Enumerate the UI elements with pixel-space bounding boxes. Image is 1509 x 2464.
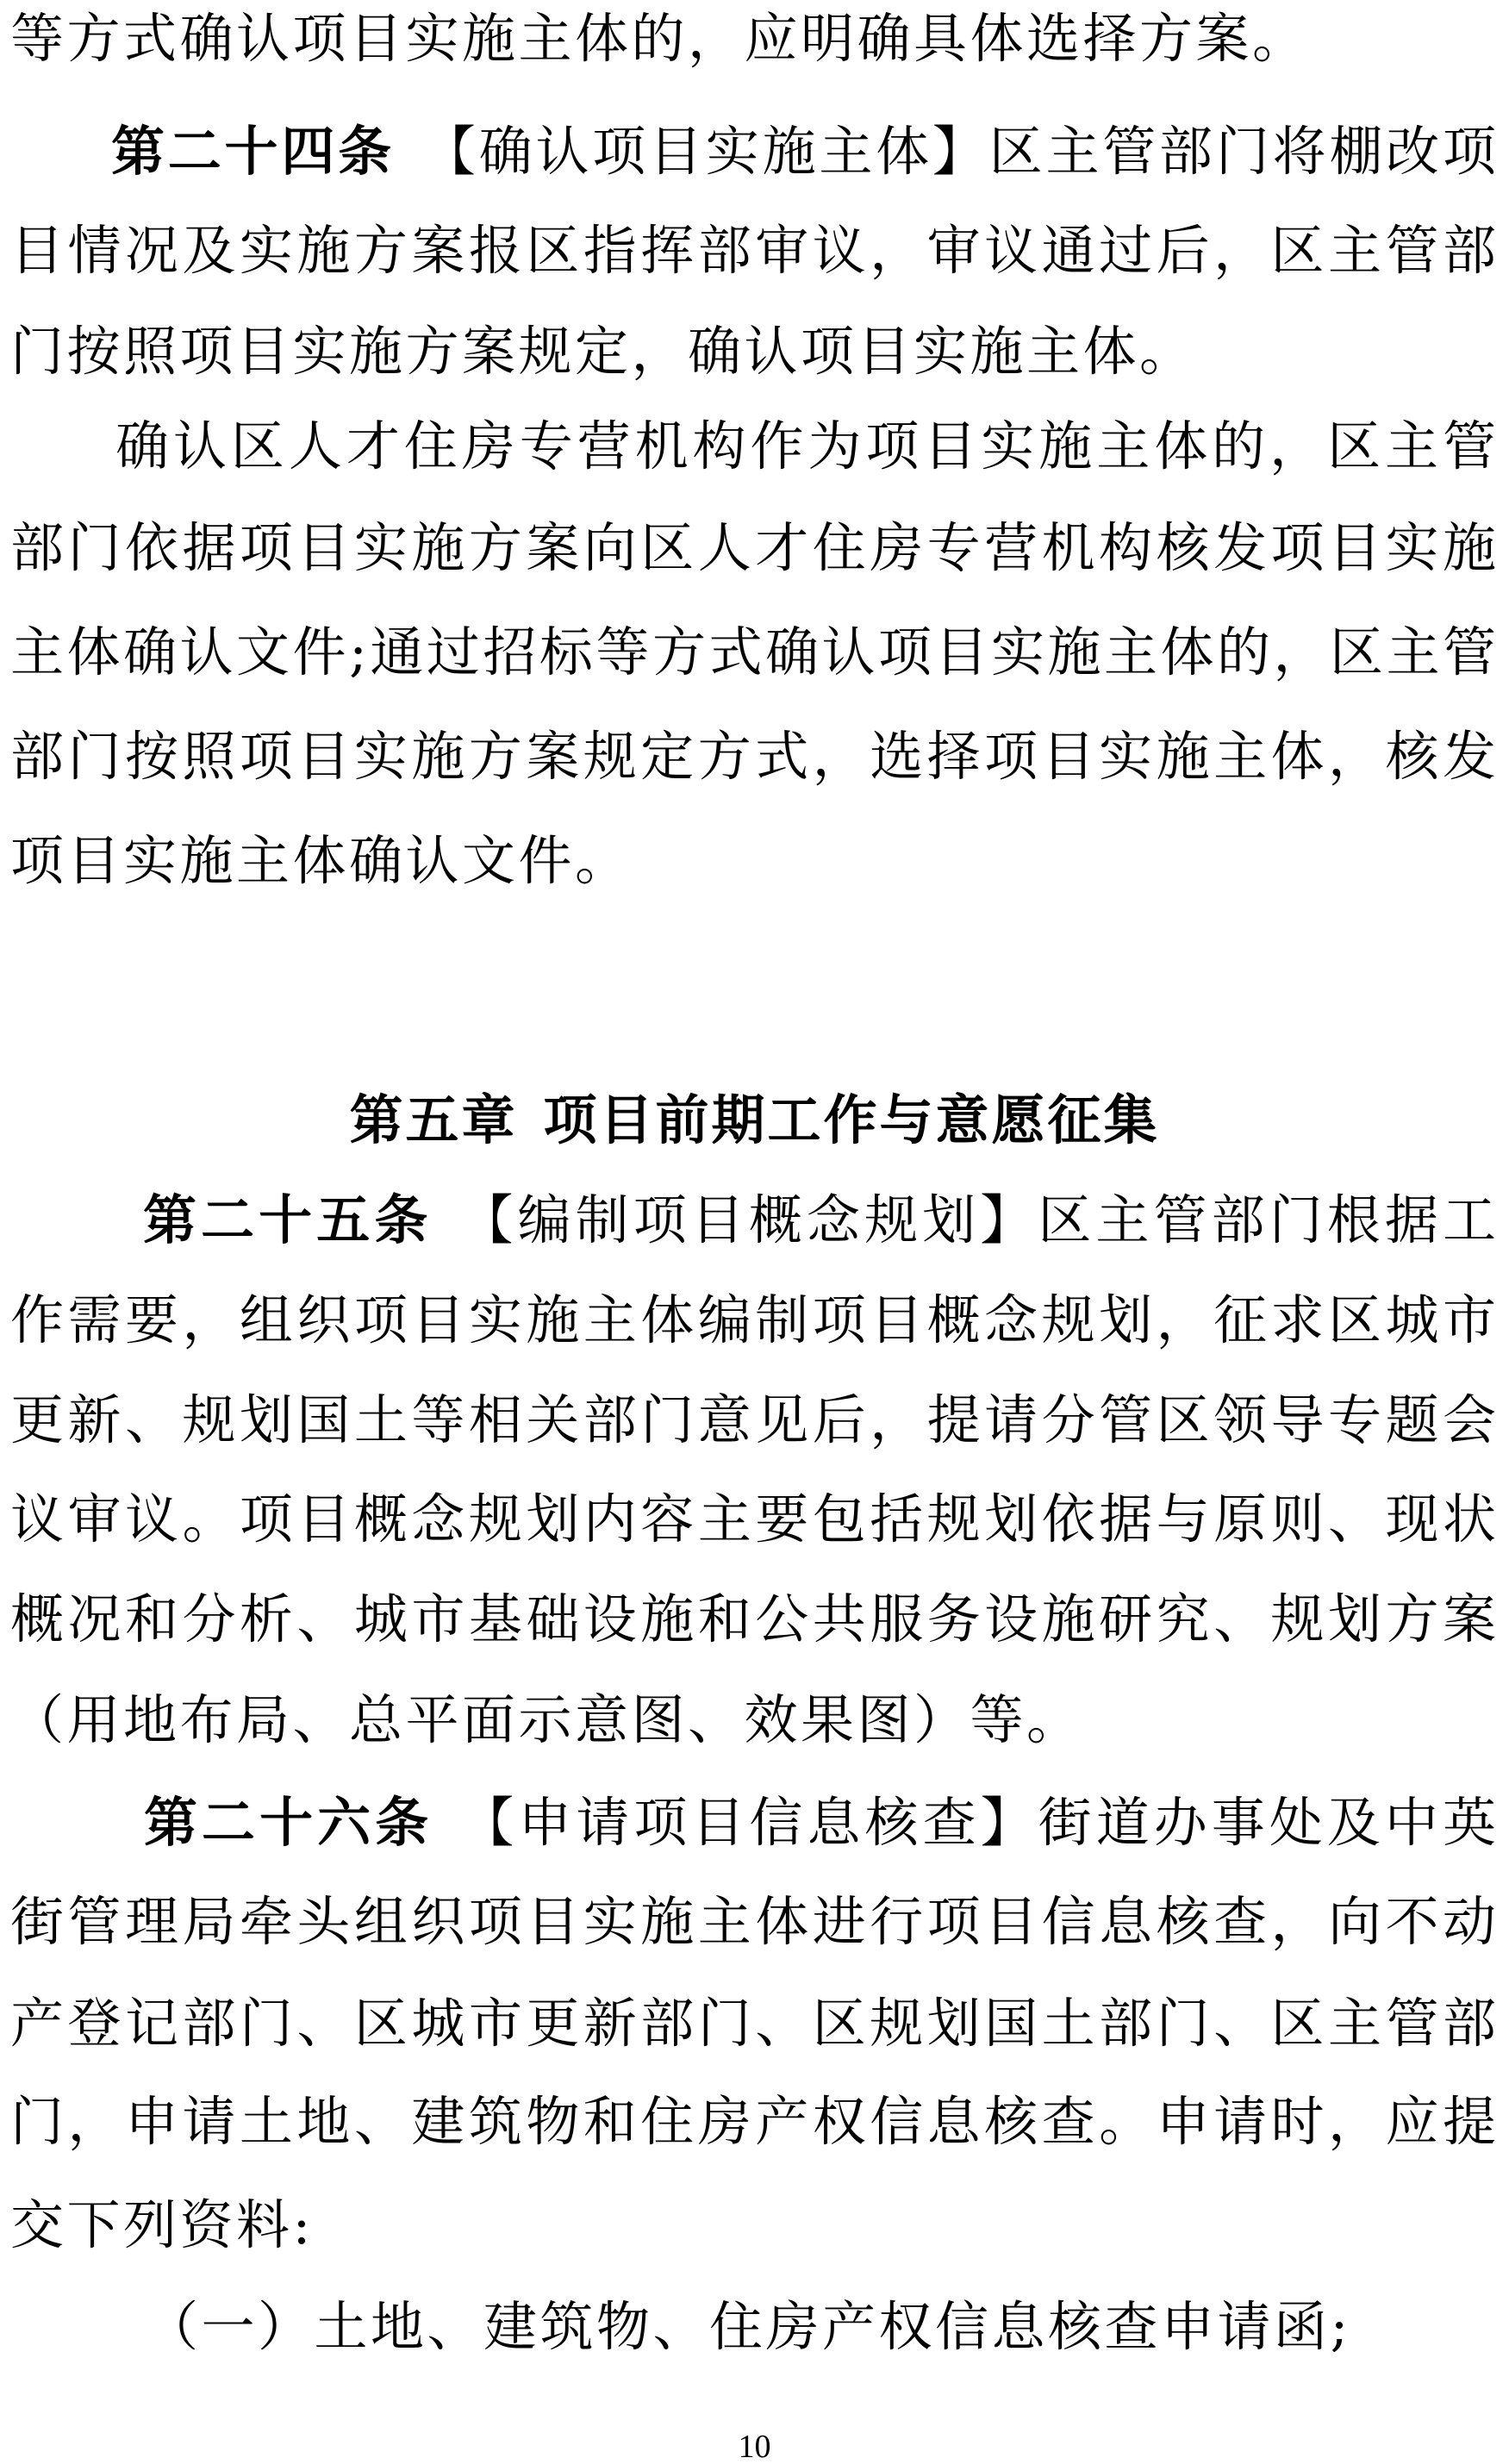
line-text: 目情况及实施方案报区指挥部审议，审议通过后，区主管部 (10, 219, 1496, 282)
article-26-line (10, 2072, 1496, 2172)
article-24-paragraph-2-line (10, 396, 1496, 496)
article-24-paragraph-2-line (10, 498, 1496, 598)
article-26-line (10, 2175, 1496, 2275)
article-26-list-item (10, 2277, 1496, 2377)
line-text: 街管理局牵头组织项目实施主体进行项目信息核查，向不动 (10, 1890, 1496, 1953)
line-text: 更新、规划国土等相关部门意见后，提请分管区领导专题会 (10, 1388, 1496, 1451)
line-text: 区主管部门根据工 (1038, 1188, 1496, 1251)
article-26-line (10, 1872, 1496, 1972)
line-text: 门按照项目实施方案规定，确认项目实施主体。 (10, 320, 1196, 383)
article-25-line (10, 1370, 1496, 1470)
article-title: 【编制项目概念规划】 (459, 1188, 1038, 1251)
article-24-heading-line (10, 102, 1496, 202)
page-number: 10 (738, 2429, 771, 2464)
article-25-line (10, 1469, 1496, 1569)
line-text: 确认区人才住房专营机构作为项目实施主体的，区主管 (115, 415, 1496, 477)
article-number: 第二十六条 (144, 1791, 433, 1854)
list-item-text: （一）土地、建筑物、住房产权信息核查申请函; (145, 2295, 1351, 2358)
article-number: 第二十四条 (111, 120, 395, 183)
article-24-line (10, 302, 1496, 402)
line-text: 产登记部门、区城市更新部门、区规划国土部门、区主管部 (10, 1992, 1496, 2055)
article-26-heading-line (10, 1773, 1496, 1873)
article-25-line (10, 1569, 1496, 1669)
line-text: 议审议。项目概念规划内容主要包括规划依据与原则、现状 (10, 1488, 1496, 1550)
line-text: 区主管部门将棚改项 (988, 120, 1496, 183)
line-text: 作需要，组织项目实施主体编制项目概念规划，征求区城市 (10, 1288, 1496, 1351)
line-text: 主体确认文件;通过招标等方式确认项目实施主体的，区主管 (10, 621, 1496, 683)
line-text: 概况和分析、城市基础设施和公共服务设施研究、规划方案 (10, 1588, 1496, 1650)
article-24-paragraph-2-line (10, 707, 1496, 807)
line-text: 等方式确认项目实施主体的，应明确具体选择方案。 (10, 7, 1309, 70)
line-text: 部门按照项目实施方案规定方式，选择项目实施主体，核发 (10, 725, 1496, 788)
continuation-line (10, 0, 1496, 89)
line-text: 部门依据项目实施方案向区人才住房专营机构核发项目实施 (10, 516, 1496, 579)
article-26-line (10, 1974, 1496, 2074)
article-25-line (10, 1270, 1496, 1370)
chapter-heading (0, 1070, 1509, 1170)
line-text: 门，申请土地、建筑物和住房产权信息核查。申请时，应提 (10, 2090, 1496, 2153)
article-25-line (10, 1670, 1496, 1770)
article-24-paragraph-2-line (10, 602, 1496, 702)
article-24-line (10, 201, 1496, 301)
article-number: 第二十五条 (143, 1188, 433, 1251)
article-25-heading-line (10, 1170, 1496, 1270)
article-title: 【确认项目实施主体】 (421, 120, 989, 183)
line-text: （用地布局、总平面示意图、效果图）等。 (10, 1688, 1083, 1751)
line-text: 街道办事处及中英 (1038, 1791, 1496, 1854)
line-text: 项目实施主体确认文件。 (10, 829, 632, 892)
chapter-title: 项目前期工作与意愿征集 (543, 1089, 1160, 1151)
chapter-number: 第五章 (349, 1089, 518, 1151)
article-title: 【申请项目信息核查】 (460, 1791, 1038, 1854)
line-text: 交下列资料: (10, 2193, 314, 2256)
article-24-paragraph-2-line (10, 811, 1496, 911)
